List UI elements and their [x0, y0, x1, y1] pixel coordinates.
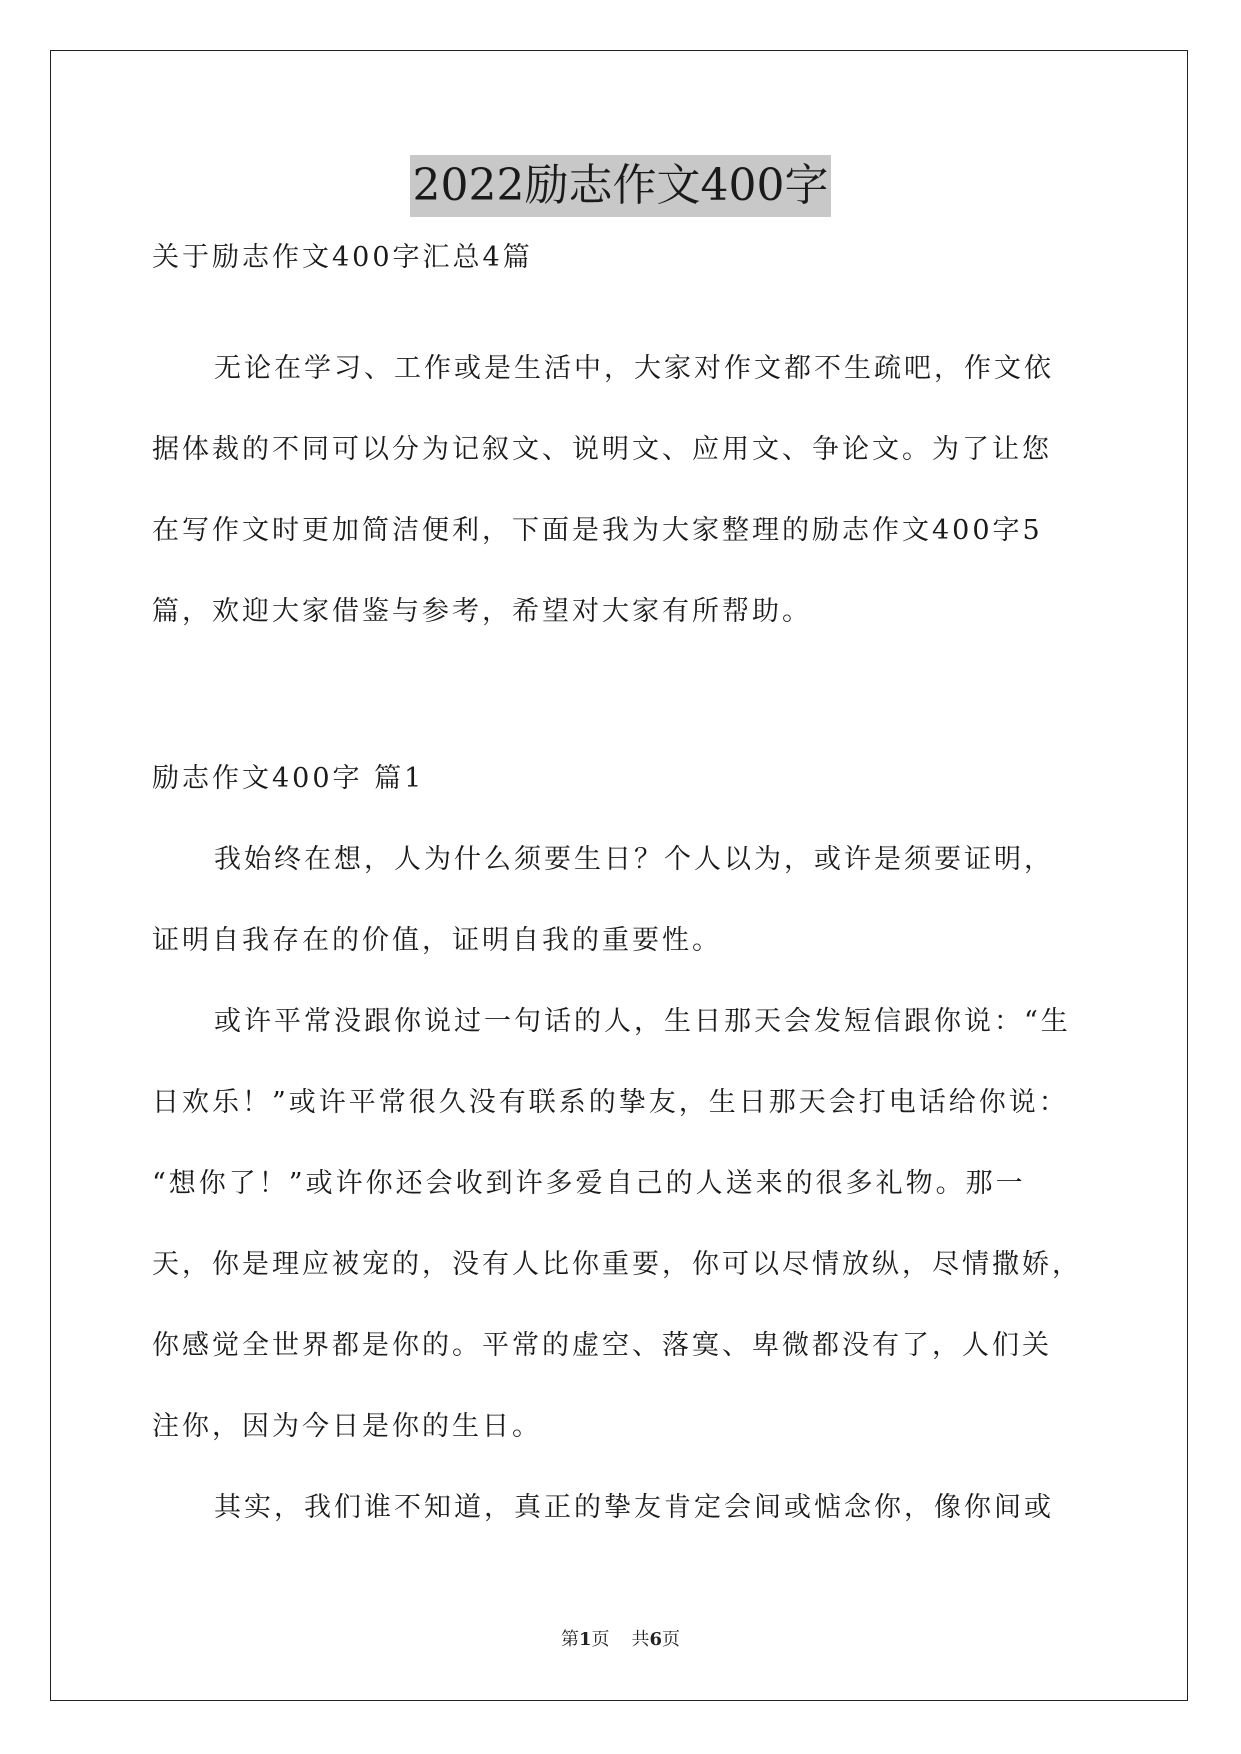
section-heading: 励志作文400字 篇1 — [152, 763, 425, 794]
intro-line-1: 无论在学习、工作或是生活中，大家对作文都不生疏吧，作文依 — [214, 353, 1054, 384]
intro-line-4: 篇，欢迎大家借鉴与参考，希望对大家有所帮助。 — [152, 596, 812, 627]
title-container — [0, 155, 1241, 217]
para2-line-5: 你感觉全世界都是你的。平常的虚空、落寞、卑微都没有了，人们关 — [152, 1330, 1052, 1361]
footer-page-number: 1 — [578, 1629, 592, 1650]
para2-line-3: “想你了！”或许你还会收到许多爱自己的人送来的很多礼物。那一 — [152, 1168, 1026, 1199]
para2-line-2: 日欢乐！”或许平常很久没有联系的挚友，生日那天会打电话给你说： — [152, 1087, 1069, 1118]
para2-line-1: 或许平常没跟你说过一句话的人，生日那天会发短信跟你说：“生 — [214, 1006, 1071, 1037]
para2-line-6: 注你，因为今日是你的生日。 — [152, 1411, 542, 1442]
page-footer — [0, 1628, 1241, 1652]
para2-line-4: 天，你是理应被宠的，没有人比你重要，你可以尽情放纵，尽情撒娇， — [152, 1249, 1082, 1280]
para1-line-2: 证明自我存在的价值，证明自我的重要性。 — [152, 925, 722, 956]
subtitle: 关于励志作文400字汇总4篇 — [152, 242, 533, 273]
para1-line-1: 我始终在想，人为什么须要生日？个人以为，或许是须要证明， — [214, 844, 1054, 875]
footer-total-prefix: 共 — [631, 1629, 650, 1650]
intro-line-2: 据体裁的不同可以分为记叙文、说明文、应用文、争论文。为了让您 — [152, 434, 1052, 465]
document-title: 2022励志作文400字 — [410, 155, 832, 217]
para3-line-1: 其实，我们谁不知道，真正的挚友肯定会间或惦念你，像你间或 — [214, 1492, 1054, 1523]
footer-page-suffix: 页 — [591, 1629, 610, 1650]
footer-page-prefix: 第 — [560, 1629, 579, 1650]
footer-total-number: 6 — [649, 1629, 663, 1650]
intro-line-3: 在写作文时更加简洁便利，下面是我为大家整理的励志作文400字5 — [152, 515, 1043, 546]
footer-total-suffix: 页 — [662, 1629, 681, 1650]
